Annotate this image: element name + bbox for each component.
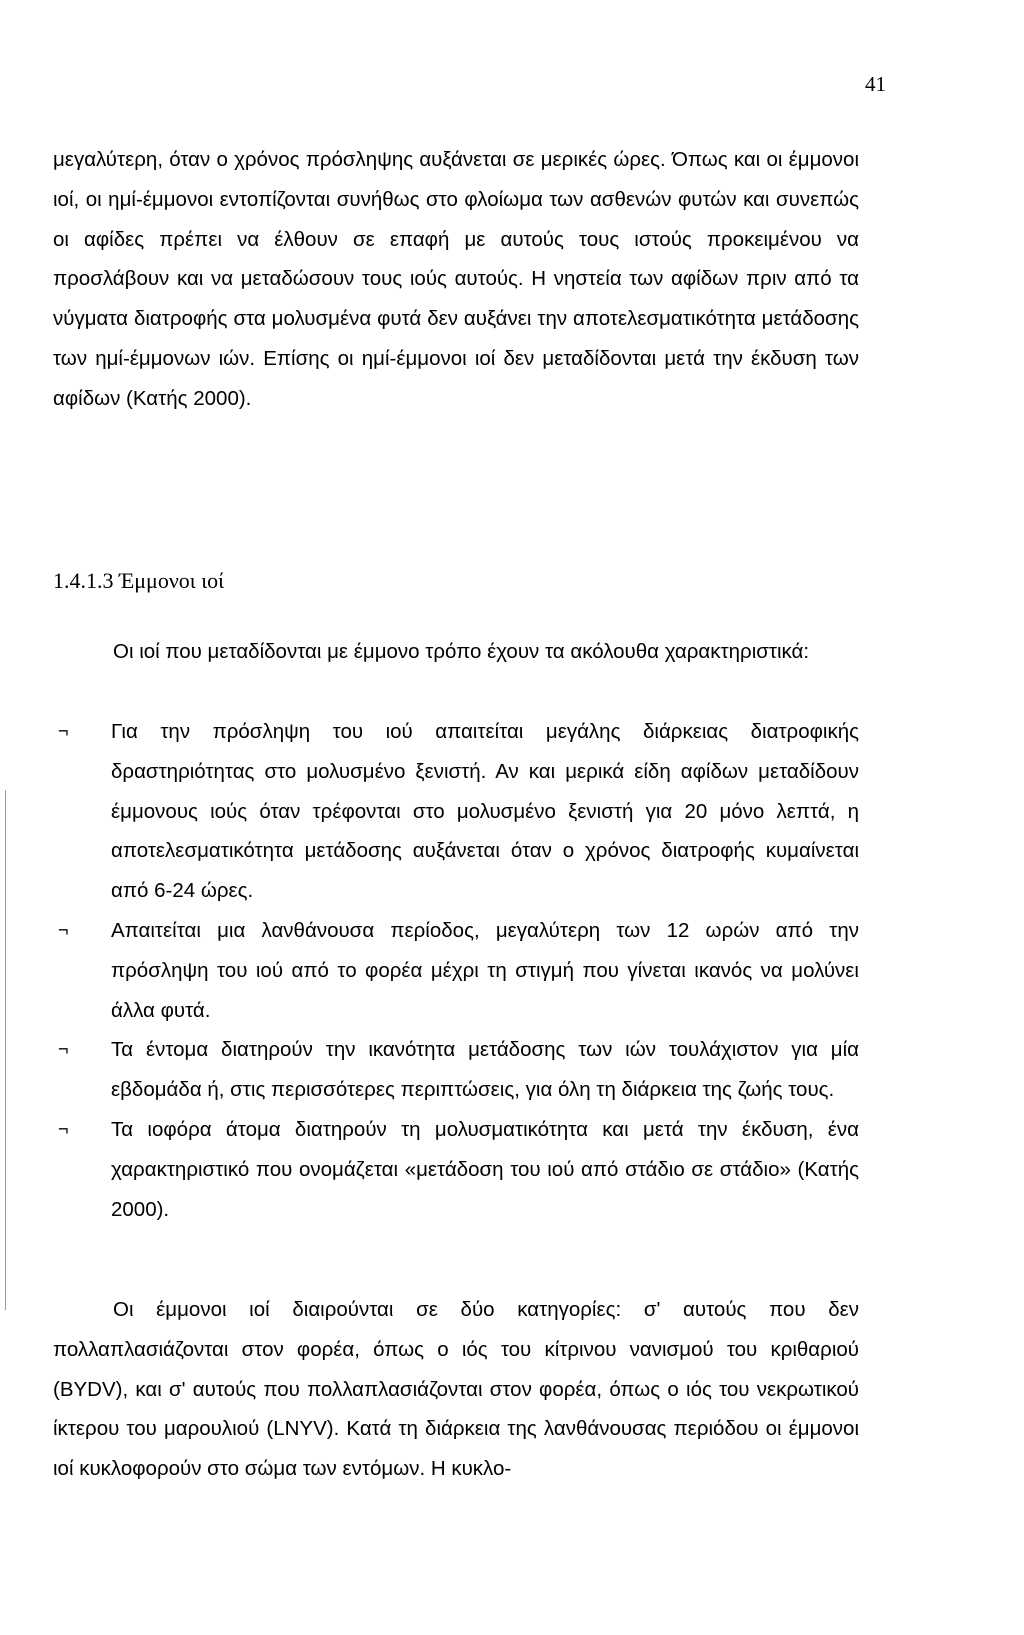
list-item-text: Απαιτείται μια λανθάνουσα περίοδος, μεγαλύτερη των 12 ωρών από την πρόσληψη του ιού από το φορέα μέχρι τη στιγμή που γίνεται ικανός να μολύνει άλλα φυτά. [111,918,859,1022]
bullet-icon: ¬ [58,919,69,940]
bullet-icon: ¬ [58,721,69,741]
list-item [53,712,859,911]
list-item [53,1110,859,1229]
paragraph-semi-persistent-viruses: μεγαλύτερη, όταν ο χρόνος πρόσληψης αυξάνεται σε μερικές ώρες. Όπως και οι έμμονοι ιοί, οι ημί-έμμονοι εντοπίζονται συνήθως στο φλοίωμα των ασθενών φυτών και συνεπώς οι αφίδες πρέπει να έλθουν σε επαφή με αυτούς τους ιστούς προκειμένου να προσλάβουν και να μεταδώσουν τους ιούς αυτούς. Η νηστεία των αφίδων πριν από τα νύγματα διατροφής στα μολυσμένα φυτά δεν αυξάνει την αποτελεσματικότητα μετάδοσης των ημί-έμμονων ιών. Επίσης οι ημί-έμμονοι ιοί δεν μεταδίδονται μετά την έκδυση των αφίδων (Κατής 2000). [53,148,859,410]
list-item [53,911,859,1030]
bullet-icon: ¬ [58,1039,69,1060]
list-item [53,1030,859,1110]
list-item-text: Τα έντομα διατηρούν την ικανότητα μετάδοσης των ιών τουλάχιστον για μία εβδομάδα ή, στις περισσότερες περιπτώσεις, για όλη τη διάρκεια της ζωής τους. [111,1038,859,1102]
bullet-icon: ¬ [58,1118,69,1139]
list-item-text: Τα ιοφόρα άτομα διατηρούν τη μολυσματικότητα και μετά την έκδυση, ένα χαρακτηριστικό που ονομάζεται «μετάδοση του ιού από στάδιο σε στάδιο» (Κατής 2000). [111,1117,859,1221]
section-heading: 1.4.1.3 Έμμονοι ιοί [53,568,225,593]
scan-margin-line [5,790,6,1310]
characteristics-list [53,712,859,1229]
paragraph-persistent-categories: Οι έμμονοι ιοί διαιρούνται σε δύο κατηγορίες: σ' αυτούς που δεν πολλαπλασιάζονται στον φορέα, όπως ο ιός του κίτρινου νανισμού του κριθαριού (BYDV), και σ' αυτούς που πολλαπλασιάζονται στον φορέα, όπως ο ιός του νεκρωτικού ίκτερου του μαρουλιού (LNYV). Κατά τη διάρκεια της λανθάνουσας περιόδου οι έμμονοι ιοί κυκλοφορούν στο σώμα των εντόμων. Η κυκλο- [53,1298,859,1481]
paragraph-persistent-intro: Οι ιοί που μεταδίδονται με έμμονο τρόπο έχουν τα ακόλουθα χαρακτηριστικά: [113,640,810,663]
page-number: 41 [865,72,886,96]
list-item-text: Για την πρόσληψη του ιού απαιτείται μεγάλης διάρκειας διατροφικής δραστηριότητας στο μολυσμένο ξενιστή. Αν και μερικά είδη αφίδων μεταδίδουν έμμονους ιούς όταν τρέφονται στο μολυσμένο ξενιστή για 20 μόνο λεπτά, η αποτελεσματικότητα μετάδοσης αυξάνεται όταν ο χρόνος διατροφής κυμαίνεται από 6-24 ώρες. [111,720,859,903]
